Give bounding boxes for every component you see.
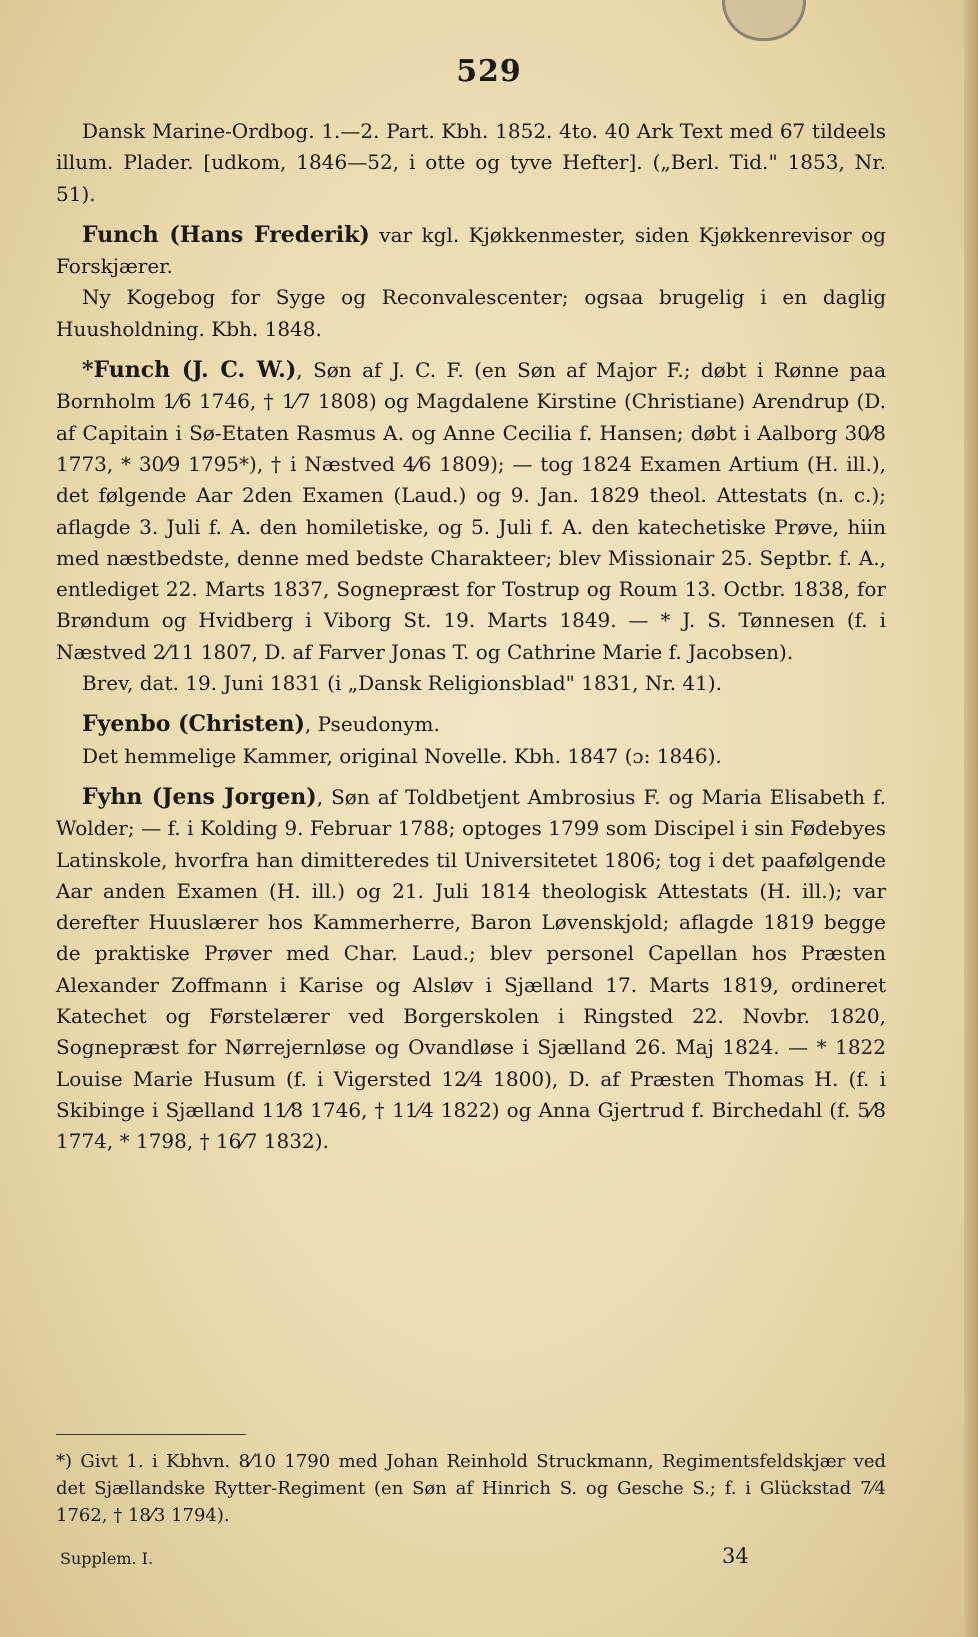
entry-headword: Fyenbo (Christen) — [82, 711, 305, 738]
entry-body: var kgl. Kjøkkenmester, siden Kjøkkenrevisor og Forskjærer. — [56, 222, 886, 279]
entry-body: Ny Kogebog for Syge og Reconvalescenter; ogsaa brugelig i en daglig Huusholdning. Kbh. 1848. — [56, 285, 886, 341]
entry-body: , Pseudonym. — [304, 712, 440, 737]
entry-paragraph — [56, 282, 886, 345]
entry-paragraph — [56, 782, 886, 1158]
footnote-rule — [56, 1434, 246, 1435]
entry-body: , Søn af Toldbetjent Ambrosius F. og Maria Elisabeth f. Wolder; — f. i Kolding 9. Februar 1788; optoges 1799 som Discipel i sin Fødebyes Latinskole, hvorfra han dimitteredes til Universitetet 1806; tog i det paafølgende Aar anden Examen (H. ill.) og 21. Juli 1814 theologisk Attestats (H. ill.); var derefter Huuslærer hos Kammerherre, Baron Løvenskjold; aflagde 1819 begge de praktiske Prøver med Char. Laud.; blev personel Capellan hos Præsten Alexander Zoffmann i Karise og Alsløv i Sjælland 17. Marts 1819, ordineret Katechet og Førstelærer ved Borgerskolen i Ringsted 22. Novbr. 1820, Sognepræst for Nørrejernløse og Ovandløse i Sjælland 26. Maj 1824. — * 1822 Louise Marie Husum (f. i Vigersted 12⁄4 1800), D. af Præsten Thomas H. (f. i Skibinge i Sjælland 11⁄8 1746, † 11⁄4 1822) og Anna Gjertrud f. Birchedahl (f. 5⁄8 1774, * 1798, † 16⁄7 1832). — [56, 784, 886, 1154]
entry-paragraph — [56, 355, 886, 668]
entry-paragraph — [56, 741, 886, 772]
entry-paragraph — [56, 116, 886, 210]
footnote: *) Givt 1. i Kbhvn. 8⁄10 1790 med Johan Reinhold Struckmann, Regimentsfeldskjær ved det Sjællandske Rytter-Regiment (en Søn af Hinrich S. og Gesche S.; f. i Glückstad 7⁄4 1762, † 18⁄3 1794). — [56, 1451, 886, 1526]
entries-text — [56, 116, 886, 1158]
signature-mark: Supplem. I. — [60, 1549, 154, 1568]
entry-headword: Funch (Hans Frederik) — [82, 221, 370, 248]
entry-body: Brev, dat. 19. Juni 1831 (i „Dansk Religionsblad" 1831, Nr. 41). — [82, 671, 723, 696]
entry-body: Dansk Marine-Ordbog. 1.—2. Part. Kbh. 1852. 4to. 40 Ark Text med 67 tildeels illum. Plader. [udkom, 1846—52, i otte og tyve Hefter]. („Berl. Tid." 1853, Nr. 51). — [56, 119, 886, 206]
sheet-number: 34 — [722, 1544, 749, 1568]
entry-body: Det hemmelige Kammer, original Novelle. Kbh. 1847 (ɔ: 1846). — [82, 743, 722, 768]
entry-paragraph — [56, 220, 886, 283]
page-number: 529 — [456, 54, 522, 89]
entry-paragraph — [56, 668, 886, 699]
entry-body: , Søn af J. C. F. (en Søn af Major F.; døbt i Rønne paa Bornholm 1⁄6 1746, † 1⁄7 1808) og Magdalene Kirstine (Christiane) Arendrup (D. af Capitain i Sø-Etaten Rasmus A. og Anne Cecilia f. Hansen; døbt i Aalborg 30⁄8 1773, * 30⁄9 1795*), † i Næstved 4⁄6 1809); — tog 1824 Examen Artium (H. ill.), det følgende Aar 2den Examen (Laud.) og 9. Jan. 1829 theol. Attestats (n. c.); aflagde 3. Juli f. A. den homiletiske, og 5. Juli f. A. den katechetiske Prøve, hiin med næstbedste, denne med bedste Charakteer; blev Missionair 25. Septbr. f. A., entlediget 22. Marts 1837, Sognepræst for Tostrup og Roum 13. Octbr. 1838, for Brøndum og Hvidberg i Viborg St. 19. Marts 1849. — * J. S. Tønnesen (f. i Næstved 2⁄11 1807, D. af Farver Jonas T. og Cathrine Marie f. Jacobsen). — [56, 358, 887, 664]
page-edge — [964, 0, 978, 1637]
paper-clip-mark — [722, 0, 806, 41]
entry-paragraph — [56, 709, 886, 740]
entry-headword: Fyhn (Jens Jorgen) — [82, 783, 317, 810]
entry-headword: *Funch (J. C. W.) — [82, 357, 297, 384]
